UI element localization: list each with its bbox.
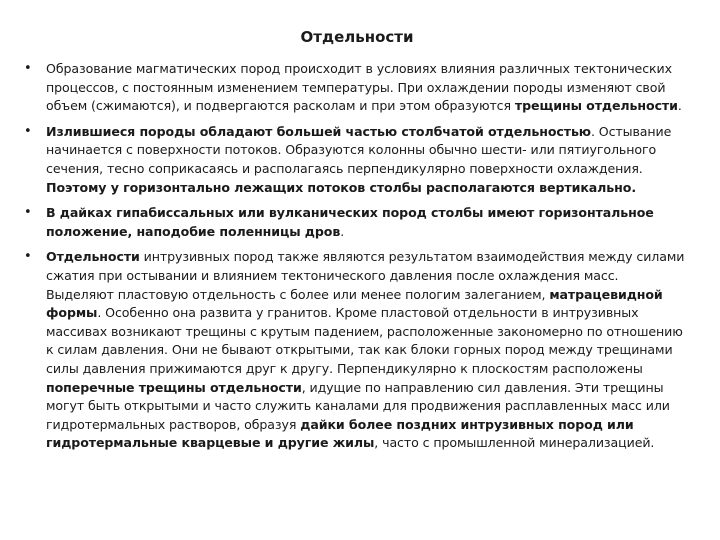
bold-text-run: поперечные трещины отдельности (46, 379, 302, 395)
bullet-item (18, 204, 686, 241)
text-run: . (340, 223, 345, 239)
text-run: Образование магматических пород происходит в условиях влияния различных тектонических процессов, с постоянным изменением температуры. При охлаждении породы изменяют свой объем (сжимаются), и подвергаются расколам и при этом образуются (46, 61, 672, 114)
bullet-item (18, 123, 686, 197)
bold-text-run: трещины отдельности (514, 98, 678, 114)
bullet-text (46, 249, 684, 450)
text-run: , идущие по направлению сил давления. Эти трещины могут быть открытыми и часто служить каналами для продвижения расплавленных масс или гидротермальных растворов, образуя (46, 379, 670, 432)
text-run: . Остывание начинается с поверхности потоков. Образуются колонны обычно шести- или пятиугольного сечения, тесно соприкасаясь и располагаясь перпендикулярно поверхности охлаждения. (46, 123, 672, 176)
text-run: . Особенно она развита у гранитов. Кроме пластовой отдельности в интрузивных массивах возникают трещины с крутым падением, расположенные закономерно по отношению к силам давления. Они не бывают открытыми, так как блоки горных пород между трещинами силы давления прижимаются друг к другу. Перпендикулярно к плоскостям расположены (46, 305, 683, 376)
text-run: интрузивных пород также являются результатом взаимодействия между силами сжатия при остывании и влиянием тектонического давления после охлаждения масс. Выделяют пластовую отдельность с более или менее пологим залеганием, (46, 249, 685, 302)
bold-text-run: дайки более поздних интрузивных пород или гидротермальные кварцевые и другие жилы (46, 416, 634, 451)
bullet-dot-icon: • (24, 205, 32, 221)
bullet-dot-icon: • (24, 249, 32, 265)
bullet-item (18, 248, 686, 453)
bullet-dot-icon: • (24, 123, 32, 139)
bullet-item (18, 60, 686, 116)
bullet-text (46, 124, 671, 195)
slide-title: Отдельности (300, 28, 414, 46)
bold-text-run: Отдельности (46, 249, 140, 265)
bullet-text (46, 61, 682, 113)
text-run: . (677, 98, 682, 114)
bold-text-run: Излившиеся породы обладают большей частью столбчатой отдельностью (46, 123, 591, 139)
bullet-text (46, 205, 654, 239)
bold-text-run: В дайках гипабиссальных или вулканических пород столбы имеют горизонтальное положение, наподобие поленницы дров (46, 205, 654, 239)
bullet-dot-icon: • (24, 61, 32, 76)
text-run: , часто с промышленной минерализацией. (374, 435, 655, 451)
bold-text-run: матрацевидной формы (46, 286, 663, 321)
bold-text-run: Поэтому у горизонтально лежащих потоков столбы располагаются вертикально. (46, 179, 636, 195)
bullet-list (18, 60, 686, 453)
